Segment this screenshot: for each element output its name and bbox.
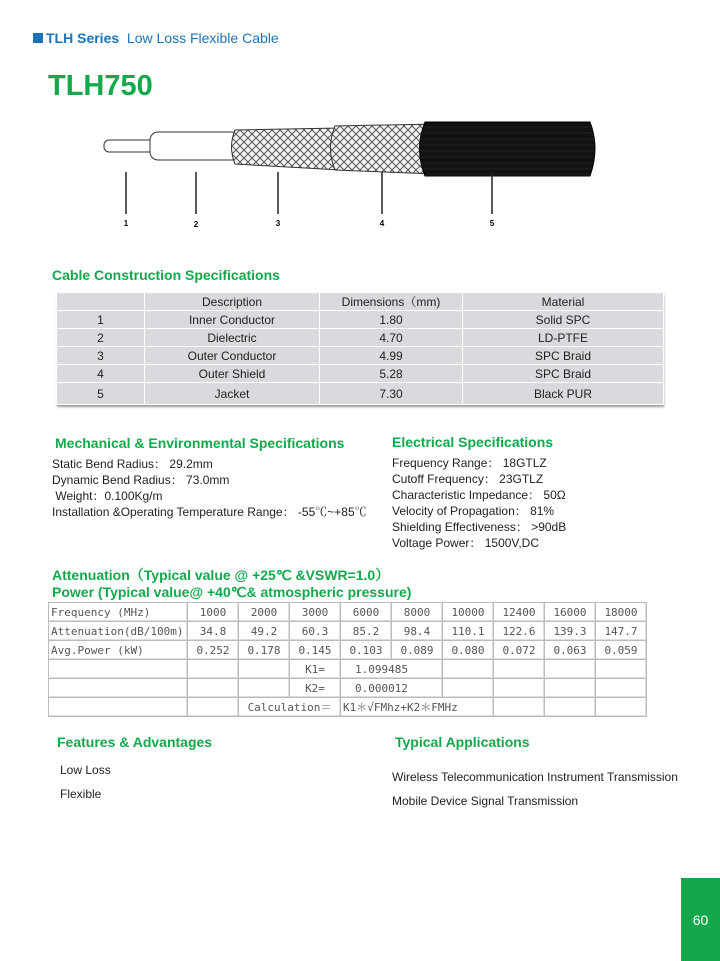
table-cell: 0.103 — [341, 641, 392, 660]
spec-item: Dynamic Bend Radius： 73.0mm — [52, 473, 230, 487]
table-cell: 4.99 — [320, 347, 463, 365]
table-cell: 1.80 — [320, 311, 463, 329]
spec-item: Weight：0.100Kg/m — [52, 489, 163, 503]
table-cell: 34.8 — [188, 622, 239, 641]
mechanical-list — [52, 456, 367, 520]
table-cell: Outer Conductor — [145, 347, 320, 365]
list-item: Mobile Device Signal Transmission — [392, 794, 579, 808]
electrical-list — [392, 455, 566, 551]
table-cell: 85.2 — [341, 622, 392, 641]
list-item: Low Loss — [60, 763, 111, 777]
applications-title: Typical Applications — [395, 734, 530, 750]
table-header: Material — [463, 293, 664, 311]
outer-conductor-shape — [232, 128, 341, 170]
table-cell: Outer Shield — [145, 365, 320, 383]
table-cell: 2000 — [239, 603, 290, 622]
k1-value: 1.099485 — [341, 660, 443, 679]
table-row — [49, 698, 647, 717]
table-cell: 0.145 — [290, 641, 341, 660]
table-cell: SPC Braid — [463, 365, 664, 383]
table-cell: 3000 — [290, 603, 341, 622]
table-cell: 16000 — [545, 603, 596, 622]
table-row — [57, 347, 664, 365]
table-header-row — [57, 293, 664, 311]
spec-item: Voltage Power： 1500V,DC — [392, 536, 539, 550]
table-row — [49, 660, 647, 679]
table-cell: 12400 — [494, 603, 545, 622]
table-row — [49, 679, 647, 698]
cable-diagram — [100, 118, 600, 233]
table-cell: 60.3 — [290, 622, 341, 641]
spec-item: Installation &Operating Temperature Range： -55℃~+85℃ — [52, 505, 367, 519]
table-row — [57, 383, 664, 405]
table-cell: 139.3 — [545, 622, 596, 641]
table-cell: Black PUR — [463, 383, 664, 405]
spec-item: Static Bend Radius： 29.2mm — [52, 457, 213, 471]
square-bullet-icon — [33, 33, 43, 43]
attenuation-title: Attenuation（Typical value @ +25℃ &VSWR=1.0） — [52, 567, 390, 583]
calc-formula: K1＊√FMhz+K2＊FMHz — [341, 698, 494, 717]
spec-item: Shielding Effectiveness： >90dB — [392, 520, 567, 534]
table-row — [57, 365, 664, 383]
table-cell: 122.6 — [494, 622, 545, 641]
table-cell: 18000 — [596, 603, 647, 622]
table-cell: 5 — [57, 383, 145, 405]
power-title: Power (Typical value@ +40℃& atmospheric pressure) — [52, 584, 412, 600]
k2-label: K2= — [290, 679, 341, 698]
callout-3: 3 — [275, 219, 281, 228]
list-item: Wireless Telecommunication Instrument Transmission — [392, 770, 678, 784]
table-cell: SPC Braid — [463, 347, 664, 365]
table-cell: 0.072 — [494, 641, 545, 660]
table-cell: 0.252 — [188, 641, 239, 660]
jacket-shape — [420, 122, 596, 176]
k1-label: K1= — [290, 660, 341, 679]
k2-value: 0.000012 — [341, 679, 443, 698]
table-cell: 0.059 — [596, 641, 647, 660]
callout-2: 2 — [193, 220, 199, 229]
table-cell: 0.063 — [545, 641, 596, 660]
page-number: 60 — [681, 878, 720, 961]
list-item: Flexible — [60, 787, 102, 801]
table-cell: 3 — [57, 347, 145, 365]
callout-1: 1 — [123, 219, 129, 228]
table-header: Description — [145, 293, 320, 311]
table-cell: Solid SPC — [463, 311, 664, 329]
spec-item: Cutoff Frequency： 23GTLZ — [392, 472, 544, 486]
table-cell: 7.30 — [320, 383, 463, 405]
calc-label: Calculation＝ — [239, 698, 341, 717]
spec-item: Velocity of Propagation： 81% — [392, 504, 555, 518]
table-row — [49, 622, 647, 641]
table-cell: Attenuation(dB/100m) — [49, 622, 188, 641]
table-cell: 98.4 — [392, 622, 443, 641]
table-header — [57, 293, 145, 311]
table-cell: 1000 — [188, 603, 239, 622]
table-cell: 2 — [57, 329, 145, 347]
construction-table — [56, 292, 664, 405]
table-row — [57, 329, 664, 347]
construction-title: Cable Construction Specifications — [52, 267, 280, 283]
table-cell: 1 — [57, 311, 145, 329]
table-cell: Frequency (MHz) — [49, 603, 188, 622]
features-list — [60, 758, 111, 806]
table-cell: 8000 — [392, 603, 443, 622]
model-title: TLH750 — [48, 70, 153, 102]
table-row — [49, 603, 647, 622]
series-name: TLH Series — [46, 30, 120, 46]
table-header: Dimensions（mm) — [320, 293, 463, 311]
table-cell: 4.70 — [320, 329, 463, 347]
series-header — [33, 30, 279, 46]
electrical-title: Electrical Specifications — [392, 434, 554, 450]
table-cell: 0.089 — [392, 641, 443, 660]
dielectric-shape — [150, 132, 240, 160]
table-cell: Inner Conductor — [145, 311, 320, 329]
table-cell: 0.080 — [443, 641, 494, 660]
applications-list — [392, 765, 678, 813]
table-row — [49, 641, 647, 660]
spec-item: Frequency Range： 18GTLZ — [392, 456, 547, 470]
features-title: Features & Advantages — [57, 734, 213, 750]
table-cell: Jacket — [145, 383, 320, 405]
table-cell: 110.1 — [443, 622, 494, 641]
table-cell: 10000 — [443, 603, 494, 622]
callout-5: 5 — [489, 219, 495, 228]
table-cell: Avg.Power (kW) — [49, 641, 188, 660]
table-cell: 4 — [57, 365, 145, 383]
attenuation-table — [48, 602, 647, 717]
spec-item: Characteristic Impedance： 50Ω — [392, 488, 566, 502]
table-cell: 5.28 — [320, 365, 463, 383]
table-row — [57, 311, 664, 329]
table-cell: LD-PTFE — [463, 329, 664, 347]
series-subtitle: Low Loss Flexible Cable — [126, 30, 279, 46]
table-cell: 49.2 — [239, 622, 290, 641]
table-cell: 6000 — [341, 603, 392, 622]
mechanical-title: Mechanical & Environmental Specifications — [55, 435, 345, 451]
table-cell: 147.7 — [596, 622, 647, 641]
table-cell: Dielectric — [145, 329, 320, 347]
table-cell: 0.178 — [239, 641, 290, 660]
callout-4: 4 — [379, 219, 385, 228]
